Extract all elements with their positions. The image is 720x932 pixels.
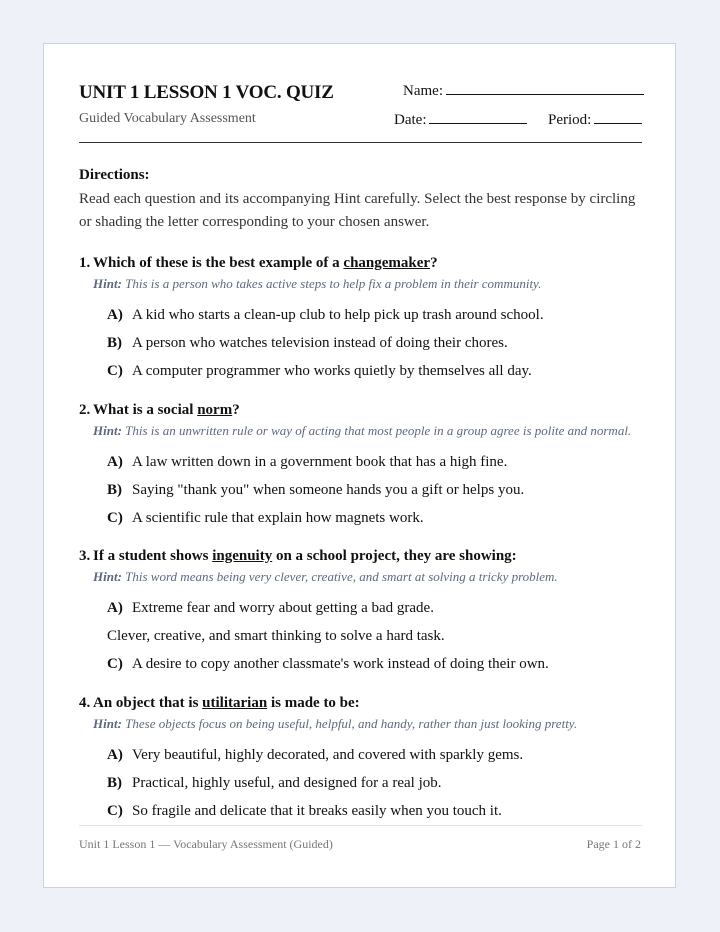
option-a[interactable] — [107, 301, 644, 329]
question-stem — [79, 548, 644, 565]
option-text: Very beautiful, highly decorated, and covered with sparkly gems. — [132, 747, 524, 763]
option-letter[interactable]: B) — [107, 335, 122, 351]
stem-text: What is a social — [93, 402, 198, 418]
stem-text: Which of these is the best example of a — [93, 255, 344, 271]
hint — [93, 276, 644, 292]
option-letter[interactable]: A) — [107, 307, 123, 323]
directions-text: Read each question and its accompanying Hint carefully. Select the best response by circling or shading the letter corresponding to your chosen answer. — [79, 191, 636, 230]
option-c[interactable] — [107, 504, 644, 532]
option-letter[interactable]: C) — [107, 803, 123, 819]
stem-text: is made to be: — [267, 695, 360, 711]
date-field[interactable] — [429, 109, 527, 124]
option-c[interactable] — [107, 357, 644, 385]
page-subtitle: Guided Vocabulary Assessment — [79, 111, 256, 126]
option-b[interactable] — [107, 329, 644, 357]
hint — [93, 716, 644, 732]
vocab-term: utilitarian — [202, 695, 268, 711]
option-letter[interactable]: C) — [107, 363, 123, 379]
hint-label: Hint: — [93, 423, 122, 438]
question-number: 3. — [79, 548, 91, 564]
stem-text: on a school project, they are showing: — [272, 548, 517, 564]
vocab-term: norm — [197, 402, 233, 418]
header-divider — [79, 142, 642, 143]
name-row — [403, 80, 644, 100]
options — [79, 741, 644, 825]
stem-text: If a student shows — [93, 548, 213, 564]
option-b[interactable] — [107, 476, 644, 504]
vocab-term: changemaker — [343, 255, 431, 271]
option-c[interactable] — [107, 797, 644, 825]
option-text: So fragile and delicate that it breaks easily when you touch it. — [132, 803, 502, 819]
option-text: A law written down in a government book that has a high fine. — [132, 454, 508, 470]
option-text: A desire to copy another classmate's work instead of doing their own. — [132, 656, 549, 672]
options — [79, 448, 644, 532]
option-text: A kid who starts a clean-up club to help pick up trash around school. — [132, 307, 544, 323]
question-stem — [79, 402, 644, 419]
question-number: 2. — [79, 402, 91, 418]
options — [79, 301, 644, 385]
name-field[interactable] — [446, 80, 644, 95]
period-field[interactable] — [594, 109, 642, 124]
footer-divider — [79, 825, 642, 826]
question-4 — [79, 695, 644, 825]
option-letter[interactable]: C) — [107, 510, 123, 526]
option-text: A person who watches television instead of doing their chores. — [132, 335, 508, 351]
period-row — [548, 109, 642, 129]
vocab-term: ingenuity — [212, 548, 273, 564]
hint-text: This is a person who takes active steps to help fix a problem in their community. — [125, 276, 542, 291]
stem-text: ? — [232, 402, 240, 418]
option-a[interactable] — [107, 448, 644, 476]
option-text: Extreme fear and worry about getting a bad grade. — [132, 600, 434, 616]
directions-label: Directions: — [79, 167, 150, 183]
option-letter[interactable]: C) — [107, 656, 123, 672]
question-stem — [79, 695, 644, 712]
date-row — [394, 109, 527, 129]
option-b[interactable] — [107, 769, 644, 797]
option-letter[interactable]: A) — [107, 600, 123, 616]
page-number: Page 1 of 2 — [586, 837, 641, 851]
question-number: 4. — [79, 695, 91, 711]
footer-left: Unit 1 Lesson 1 — Vocabulary Assessment (Guided) — [79, 837, 333, 851]
stem-text: An object that is — [93, 695, 203, 711]
stem-text: ? — [430, 255, 438, 271]
option-a[interactable] — [107, 741, 644, 769]
hint-text: These objects focus on being useful, helpful, and handy, rather than just looking pretty. — [125, 716, 578, 731]
option-text: Clever, creative, and smart thinking to solve a hard task. — [107, 628, 445, 644]
period-label: Period: — [548, 112, 592, 128]
page-title: UNIT 1 LESSON 1 VOC. QUIZ — [79, 82, 334, 103]
question-number: 1. — [79, 255, 91, 271]
question-2 — [79, 402, 644, 532]
hint — [93, 569, 644, 585]
question-1 — [79, 255, 644, 385]
name-label: Name: — [403, 83, 443, 99]
hint-text: This is an unwritten rule or way of acting that most people in a group agree is polite and normal. — [125, 423, 632, 438]
option-text: A scientific rule that explain how magnets work. — [132, 510, 424, 526]
hint — [93, 423, 644, 439]
hint-label: Hint: — [93, 276, 122, 291]
option-text: A computer programmer who works quietly by themselves all day. — [132, 363, 532, 379]
option-text: Saying "thank you" when someone hands you a gift or helps you. — [132, 482, 525, 498]
option-b[interactable] — [107, 622, 644, 650]
hint-label: Hint: — [93, 716, 122, 731]
question-3 — [79, 548, 644, 678]
option-a[interactable] — [107, 594, 644, 622]
option-letter[interactable]: B) — [107, 775, 122, 791]
options — [79, 594, 644, 678]
hint-label: Hint: — [93, 569, 122, 584]
hint-text: This word means being very clever, creative, and smart at solving a tricky problem. — [125, 569, 558, 584]
option-letter[interactable]: A) — [107, 747, 123, 763]
quiz-sheet — [43, 43, 676, 888]
date-label: Date: — [394, 112, 427, 128]
option-text: Practical, highly useful, and designed for a real job. — [132, 775, 442, 791]
option-c[interactable] — [107, 650, 644, 678]
option-letter[interactable]: B) — [107, 482, 122, 498]
option-letter[interactable]: A) — [107, 454, 123, 470]
question-stem — [79, 255, 644, 272]
